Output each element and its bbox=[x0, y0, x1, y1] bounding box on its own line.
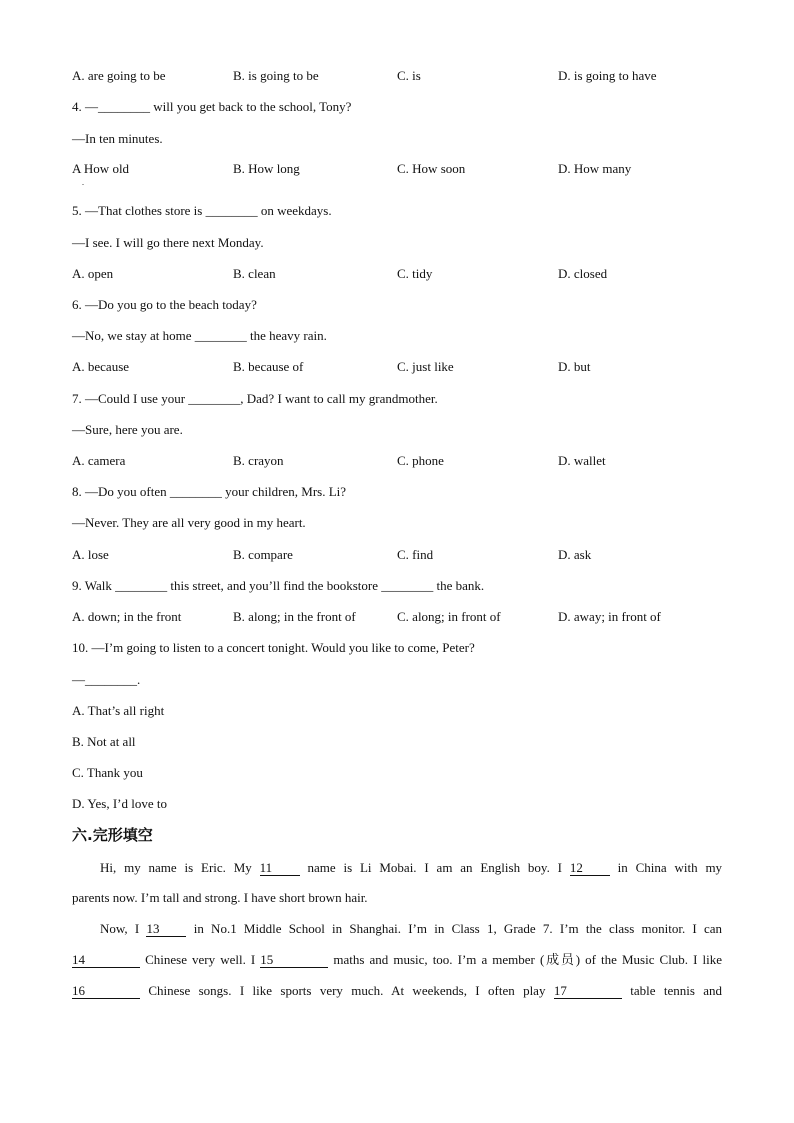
q9-option-a: A. down; in the front bbox=[72, 609, 182, 624]
q3-options bbox=[72, 68, 732, 84]
q7-option-b: B. crayon bbox=[233, 453, 284, 468]
q4-question: 4. —________ will you get back to the school, Tony? bbox=[72, 99, 352, 114]
cloze-blank-14[interactable]: 14 bbox=[72, 953, 140, 968]
q6-answer: —No, we stay at home ________ the heavy rain. bbox=[72, 328, 327, 343]
cloze-line-5 bbox=[72, 983, 722, 999]
q4-option-a: A How old bbox=[72, 161, 130, 176]
q5-options bbox=[72, 266, 732, 282]
q8-option-b: B. compare bbox=[233, 547, 293, 562]
q4-option-c: C. How soon bbox=[397, 161, 466, 176]
stray-dot: . bbox=[82, 178, 84, 187]
q10-question: 10. —I’m going to listen to a concert tonight. Would you like to come, Peter? bbox=[72, 640, 475, 655]
q7-option-a: A. camera bbox=[72, 453, 126, 468]
q3-option-a: A. are going to be bbox=[72, 68, 166, 83]
cloze-text: in No.1 Middle School in Shanghai. I’m in Class 1, Grade 7. I’m the class monitor. I can bbox=[193, 921, 723, 936]
q9-option-c: C. along; in front of bbox=[397, 609, 501, 624]
q5-option-d: D. closed bbox=[558, 266, 608, 281]
q9-question: 9. Walk ________ this street, and you’ll find the bookstore ________ the bank. bbox=[72, 578, 485, 593]
q7-options bbox=[72, 453, 732, 469]
q6-options bbox=[72, 359, 732, 375]
q9-option-b: B. along; in the front of bbox=[233, 609, 356, 624]
q10-answer: —________. bbox=[72, 672, 141, 687]
q10-option-a: A. That’s all right bbox=[72, 703, 165, 718]
q5-option-c: C. tidy bbox=[397, 266, 433, 281]
q3-option-d: D. is going to have bbox=[558, 68, 657, 83]
section-title-cloze: 六.完形填空 bbox=[72, 826, 153, 844]
q8-option-a: A. lose bbox=[72, 547, 109, 562]
q7-answer: —Sure, here you are. bbox=[72, 422, 183, 437]
q8-answer: —Never. They are all very good in my heart. bbox=[72, 515, 306, 530]
q3-option-c: C. is bbox=[397, 68, 421, 83]
q6-option-d: D. but bbox=[558, 359, 591, 374]
cloze-text: maths and music, too. I’m a member (成员) of the Music Club. I like bbox=[333, 952, 723, 967]
cloze-text: Hi, my name is Eric. My bbox=[100, 860, 252, 875]
q9-option-d: D. away; in front of bbox=[558, 609, 661, 624]
cloze-blank-12[interactable]: 12 bbox=[570, 861, 610, 876]
cloze-text: Chinese very well. I bbox=[145, 952, 256, 967]
cloze-blank-15[interactable]: 15 bbox=[260, 953, 328, 968]
q7-question: 7. —Could I use your ________, Dad? I want to call my grandmother. bbox=[72, 391, 438, 406]
q8-options bbox=[72, 547, 732, 563]
q4-answer: —In ten minutes. bbox=[72, 131, 163, 146]
q5-option-b: B. clean bbox=[233, 266, 276, 281]
q5-answer: —I see. I will go there next Monday. bbox=[72, 235, 264, 250]
cloze-blank-17[interactable]: 17 bbox=[554, 984, 622, 999]
q4-option-b: B. How long bbox=[233, 161, 300, 176]
q8-option-d: D. ask bbox=[558, 547, 592, 562]
q6-question: 6. —Do you go to the beach today? bbox=[72, 297, 257, 312]
q8-option-c: C. find bbox=[397, 547, 434, 562]
q7-option-d: D. wallet bbox=[558, 453, 606, 468]
cloze-text: Now, I bbox=[100, 921, 140, 936]
q3-option-b: B. is going to be bbox=[233, 68, 319, 83]
cloze-line-2: parents now. I’m tall and strong. I have short brown hair. bbox=[72, 890, 368, 905]
q10-option-c: C. Thank you bbox=[72, 765, 143, 780]
cloze-line-1 bbox=[100, 860, 722, 876]
cloze-blank-16[interactable]: 16 bbox=[72, 984, 140, 999]
cloze-line-4 bbox=[72, 952, 722, 968]
cloze-text: name is Li Mobai. I am an English boy. I bbox=[307, 860, 562, 875]
q9-options bbox=[72, 609, 732, 625]
q6-option-b: B. because of bbox=[233, 359, 304, 374]
q4-options bbox=[72, 161, 732, 177]
q4-option-d: D. How many bbox=[558, 161, 632, 176]
cloze-text: Chinese songs. I like sports very much. At weekends, I often play bbox=[148, 983, 546, 998]
cloze-text: in China with my bbox=[617, 860, 723, 875]
cloze-text: table tennis and bbox=[630, 983, 723, 998]
q10-option-d: D. Yes, I’d love to bbox=[72, 796, 167, 811]
cloze-blank-11[interactable]: 11 bbox=[260, 861, 300, 876]
q7-option-c: C. phone bbox=[397, 453, 444, 468]
q5-question: 5. —That clothes store is ________ on weekdays. bbox=[72, 203, 332, 218]
q6-option-a: A. because bbox=[72, 359, 130, 374]
q5-option-a: A. open bbox=[72, 266, 114, 281]
cloze-blank-13[interactable]: 13 bbox=[146, 922, 186, 937]
cloze-line-3 bbox=[100, 921, 722, 937]
q6-option-c: C. just like bbox=[397, 359, 454, 374]
q10-option-b: B. Not at all bbox=[72, 734, 136, 749]
q8-question: 8. —Do you often ________ your children, Mrs. Li? bbox=[72, 484, 347, 499]
